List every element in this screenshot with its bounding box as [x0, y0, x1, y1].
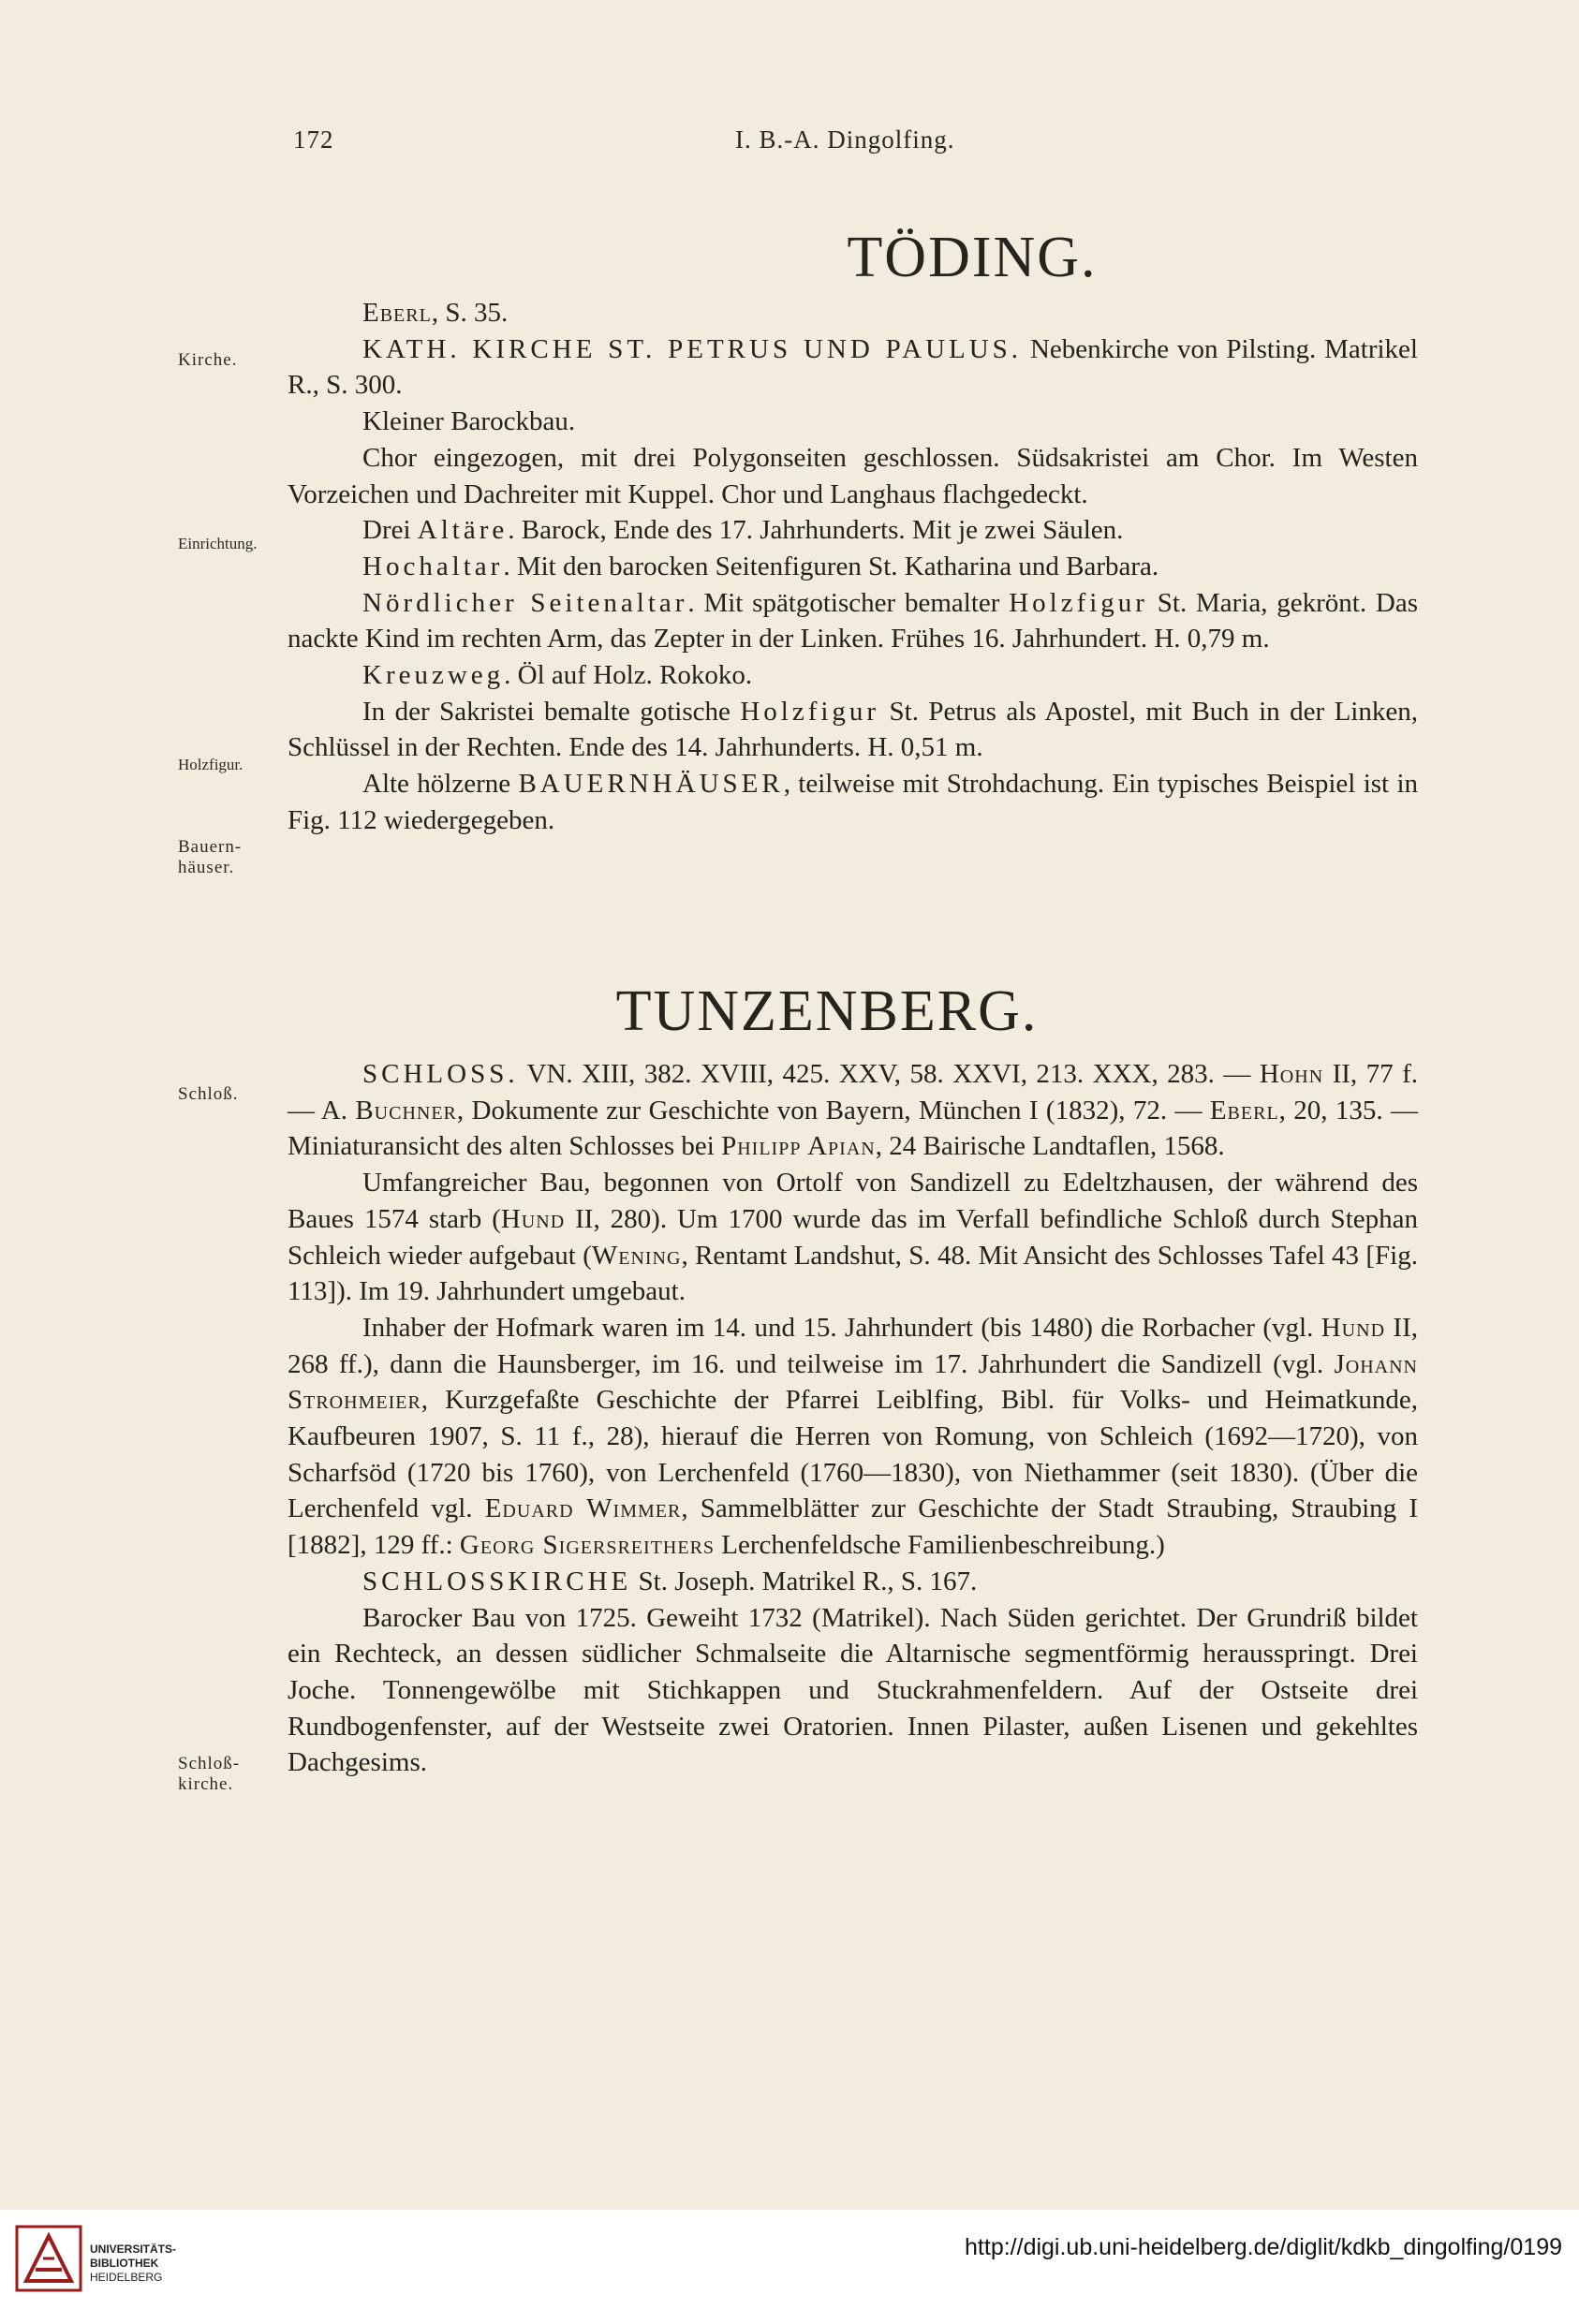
text-run: Drei	[362, 515, 418, 546]
margin-note-kirche: Kirche.	[178, 350, 238, 370]
library-seal-icon	[15, 2225, 82, 2292]
logo-line: HEIDELBERG	[90, 2271, 163, 2284]
kreuzweg-paragraph	[288, 657, 1418, 694]
schloss-paragraph	[288, 1056, 1418, 1165]
text-run: II, 268 ff.), dann die Haunsberger, im 16. und teilweise im 17. Jahrhundert die Sandizell (vgl.	[288, 1312, 1418, 1379]
section-title-tunzenberg: TUNZENBERG.	[615, 979, 1039, 1043]
text-run: . Öl auf Holz. Rokoko.	[504, 660, 753, 691]
spaced-term: Nördlicher Seitenaltar	[362, 587, 688, 618]
author-name: Georg Sigersreithers	[459, 1530, 716, 1561]
hochaltar-paragraph	[288, 549, 1418, 585]
spaced-term: Kreuzweg	[362, 660, 505, 691]
bauernhaeuser-heading: BAUERNHÄUSER	[518, 769, 784, 800]
author-name: Eduard Wimmer	[484, 1493, 682, 1524]
text-run: St. Joseph. Matrikel R., S. 167.	[631, 1566, 978, 1596]
text-run: Umfangreicher Bau, begonnen von Ortolf von Sandizell zu Edeltzhausen, der während des Baues 1574 starb (	[288, 1168, 1418, 1234]
library-logo[interactable]	[15, 2219, 202, 2313]
margin-note-line: Schloß-	[178, 1754, 241, 1773]
margin-note-line: Bauern-	[178, 837, 243, 857]
kirche-text: Nebenkirche von Pilsting. Matrikel R., S. 300.	[288, 333, 1418, 401]
margin-note-line: häuser.	[178, 858, 235, 877]
chor-paragraph: Chor eingezogen, mit drei Polygonseiten geschlossen. Südsakristei am Chor. Im Westen Vorzeichen und Dachreiter mit Kuppel. Chor und Langhaus flachgedeckt.	[288, 442, 1418, 509]
running-head-title: I. B.-A. Dingolfing.	[735, 125, 955, 154]
barocker-bau-paragraph: Barocker Bau von 1725. Geweiht 1732 (Matrikel). Nach Süden gerichtet. Der Grundriß bildet ein Rechteck, an dessen südlicher Schmalseite die Altarnische segmentförmig herausspringt. Drei Joche. Tonnengewölbe mit Stichkappen und Stuckrahmenfeldern. Auf der Ostseite drei Rundbogenfenster, auf der Westseite zwei Oratorien. Innen Pilaster, außen Lisenen und gekehltes Dachgesims.	[288, 1602, 1418, 1778]
margin-note-bauernhaeuser	[178, 837, 290, 878]
author-name: Hund	[500, 1203, 566, 1234]
author-name: Hund	[1321, 1312, 1386, 1343]
source-url-link[interactable]: http://digi.ub.uni-heidelberg.de/diglit/kdkb_dingolfing/0199	[965, 2234, 1562, 2260]
literature-ref: , S. 35.	[431, 298, 509, 328]
kirche-paragraph	[288, 331, 1418, 404]
author-name: Wening	[591, 1240, 682, 1271]
text-run: , 20, 135. — Miniaturansicht des alten Schlosses bei	[288, 1095, 1419, 1162]
spaced-term: Altäre	[417, 515, 509, 546]
text-run: II, 77 f. — A.	[288, 1059, 1418, 1125]
inhaber-paragraph	[288, 1310, 1418, 1564]
author-name: Hohn	[1259, 1059, 1324, 1089]
barockbau-paragraph: Kleiner Barockbau.	[362, 406, 576, 437]
text-run: , Sammelblätter zur Geschichte der Stadt Straubing, Straubing I [1882], 129 ff.:	[288, 1493, 1418, 1561]
schloss-heading: SCHLOSS.	[362, 1059, 519, 1089]
margin-note-schloss: Schloß.	[178, 1084, 239, 1104]
text-run: Lerchenfeldsche Familienbeschreibung.)	[715, 1530, 1165, 1561]
author-name: Eberl	[1209, 1095, 1279, 1125]
text-run: , teilweise mit Strohdachung. Ein typisches Beispiel ist in Fig. 112 wiedergegeben.	[288, 769, 1418, 835]
text-run: In der Sakristei bemalte gotische	[362, 696, 741, 727]
bauernhaeuser-paragraph	[288, 766, 1418, 838]
text-run: Inhaber der Hofmark waren im 14. und 15. Jahrhundert (bis 1480) die Rorbacher (vgl.	[362, 1312, 1321, 1343]
schlosskirche-heading: SCHLOSSKIRCHE	[362, 1566, 632, 1596]
text-run: St. Maria, gekrönt. Das nackte Kind im rechten Arm, das Zepter in der Linken. Frühes 16. Jahrhundert. H. 0,79 m.	[288, 587, 1419, 655]
bau-paragraph	[288, 1165, 1418, 1310]
altaere-paragraph	[288, 512, 1418, 549]
text-run: , Dokumente zur Geschichte von Bayern, München I (1832), 72. —	[456, 1095, 1210, 1125]
author-name: Philipp Apian	[721, 1131, 876, 1162]
holzfigur-paragraph	[288, 694, 1418, 766]
text-run: . Mit den barocken Seitenfiguren St. Katharina und Barbara.	[503, 551, 1159, 581]
text-run: . Barock, Ende des 17. Jahrhunderts. Mit je zwei Säulen.	[508, 515, 1124, 546]
margin-note-schlosskirche	[178, 1754, 290, 1795]
kirche-heading: KATH. KIRCHE ST. PETRUS UND PAULUS.	[362, 333, 1023, 364]
author-name: Eberl	[362, 298, 432, 328]
logo-line: UNIVERSITÄTS-	[90, 2243, 177, 2256]
footer-bar	[0, 2210, 1579, 2324]
library-name	[90, 2243, 176, 2285]
text-run: , Rentamt Landshut, S. 48. Mit Ansicht des Schlosses Tafel 43 [Fig. 113]). Im 19. Jahrhundert umgebaut.	[288, 1240, 1418, 1307]
spaced-term: Holzfigur	[740, 696, 880, 727]
author-name: Johann Strohmeier	[288, 1348, 1418, 1416]
author-name: Buchner	[355, 1095, 457, 1125]
toeding-body	[288, 295, 1418, 839]
section-title-toeding: TÖDING.	[847, 226, 1098, 289]
text-run: . Mit spätgotischer bemalter	[687, 587, 1010, 618]
schlosskirche-paragraph	[288, 1564, 1418, 1600]
seitenaltar-paragraph	[288, 585, 1418, 657]
page-number: 172	[293, 125, 334, 154]
text-run: St. Petrus als Apostel, mit Buch in der Linken, Schlüssel in der Rechten. Ende des 14. Jahrhunderts. H. 0,51 m.	[288, 696, 1418, 763]
margin-note-line: kirche.	[178, 1774, 234, 1794]
literature-line	[288, 295, 1418, 331]
text-run: Alte hölzerne	[362, 769, 519, 800]
spaced-term: Hochaltar	[362, 551, 504, 581]
running-head	[0, 125, 1579, 163]
logo-line: BIBLIOTHEK	[90, 2257, 159, 2270]
text-run: II, 280). Um 1700 wurde das im Verfall befindliche Schloß durch Stephan Schleich wieder aufgebaut (	[288, 1203, 1418, 1271]
text-run: , 24 Bairische Landtaflen, 1568.	[875, 1131, 1225, 1162]
margin-note-einrichtung: Einrichtung.	[178, 535, 258, 552]
margin-note-holzfigur: Holzfigur.	[178, 756, 243, 773]
tunzenberg-body	[288, 1056, 1418, 1781]
spaced-term: Holzfigur	[1009, 587, 1148, 618]
text-run: , Kurzgefaßte Geschichte der Pfarrei Leiblfing, Bibl. für Volks- und Heimatkunde, Kaufbeuren 1907, S. 11 f., 28), hierauf die Herren von Romung, von Schleich (1692—1720), von Scharfsöd (1720 bis 1760), von Lerchenfeld (1760—1830), von Niethammer (seit 1830). (Über die Lerchenfeld vgl.	[288, 1385, 1418, 1524]
text-run: VN. XIII, 382. XVIII, 425. XXV, 58. XXVI, 213. XXX, 283. —	[518, 1059, 1260, 1089]
